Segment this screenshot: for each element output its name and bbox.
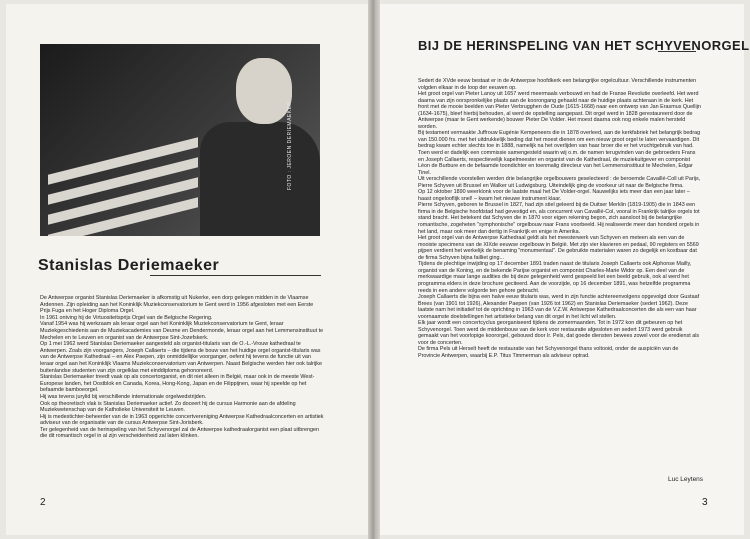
paragraph: De Antwerpse organist Stanislas Deriemaeker is afkomstig uit Nukerke, een dorp gelegen midden in de Vlaamse Ardennen. Zijn opleiding aan het Koninklijk Muziekconservatorium te Gent werd in 1956 afgesloten met een Eerste Prijs Fuga en het Hoger Diploma Orgel. <box>40 295 314 315</box>
paragraph: Stanislas Deriemaeker treedt vaak op als concertorganist, en dit niet alleen in België, maar ook in de meeste West-Europese landen, het Oostblok en Canada, Korea, Hong-Kong, Japan en de Filippijnen, waar hij speelde op het befaamde bamboeorgel. <box>40 374 315 394</box>
paragraph: Ook op theoretisch vlak is Stanislas Deriemaeker actief. Zo doceert hij de cursus Harmonie aan de afdeling Muziekwetenschap van de Katholieke Universiteit te Leuven. <box>40 400 296 414</box>
title-rule <box>150 275 321 276</box>
page-number-right: 3 <box>702 497 708 508</box>
paragraph: Hij was tevens jurylid bij verschillende internationale orgelwedstrijden. <box>40 393 207 400</box>
paragraph: Sedert de XVde eeuw bestaat er in de Antwerpse hoofdkerk een belangrijke orgelcultuur. Verschillende instrumenten volgden elkaar in de loop der eeuwen op. <box>418 78 697 91</box>
paragraph: Joseph Callaerts die bijna een halve eeuw titularis was, werd in zijn functie achtereenvolgens opgevolgd door Gustaaf Brees (van 1901 tot 1926), Alexander Paepen (van 1926 tot 1962) en Stanislas Deriemaeker (sedert 1962). Deze laatste nam het initiatief tot de oprichting in 1963 van de V.Z.W. Antwerpse Kathedraalconcerten die als een van haar voornaamste doelstellingen het artistieke belang van dit orgel in het licht wil stellen. <box>418 294 700 320</box>
paragraph: Het groot orgel van de Antwerpse Kathedraal geldt als het meesterwerk van Schyven en meteen als een van de mooiste specimens van de XIXde eeuwse orgelbouw in België. Met zijn vier klavieren en pedaal, 90 registers en 5569 pijpen verdient het werkelijk de benaming "monumentaal". De gebruikte materialen waren zo degelijk en kostbaar dat de firma Schyven bijna failliet ging... <box>418 235 699 261</box>
title-rule <box>658 51 696 52</box>
right-page-title: BIJ DE HERINSPELING VAN HET SCHYVENORGEL <box>418 38 750 53</box>
author-signature: Luc Leytens <box>668 476 704 483</box>
paragraph: De firma Pels uit Herselt heeft de restauratie van het Schyvenorgel thans voltooid, onder de auspiciën van de Provincie Antwerpen, waarbij E.P. Titus Timmerman als adviseur optrad. <box>418 346 679 359</box>
paragraph: Tijdens de plechtige inwijding op 17 december 1891 traden naast de titularis Joseph Callaerts ook Alphonse Mailly, organist van de Koning, en de bekende Parijse organist en componist Charles-Marie Widor op. Een deel van de merkwaardige maar lange audities die bij deze gelegenheid werd gespeeld liet een beeld gebruik, ook al werd het programma elders in deze brochure geciteerd. Aan de voorzijde, op 16 december 1891, was hetzelfde programma reeds in een andere volgorde ten gehore gebracht. <box>418 261 692 294</box>
right-body-text <box>418 78 702 360</box>
paragraph: Vanaf 1954 was hij werkzaam als leraar orgel aan het Koninklijk Muziekconservatorium te Gent, leraar Muziekgeschiedenis aan de Muziekacademies van Deurne en Dendermonde, leraar orgel aan het Lemmensinstituut te Mechelen en te Leuven en organist van de Antwerpse Sint-Jozefskerk. <box>40 321 324 341</box>
paragraph: Pierre Schyven, geboren te Brussel in 1827, had zijn stiel geleerd bij de Duitser Merklin (1819-1905) die in 1843 een firma in de Belgische hoofdstad had gevestigd en, als concurrent van Cavaillé-Col, vooral in Frankrijk talrijke orgels tot stand bracht. Het betekent dat Schyven die in 1870 voor eigen rekening begon, zich aansloot bij de belangrijke romantische, zogeheten "symphonische" orgelbouw naar Frans voorbeeld. Hij realiseerde meer dan honderd orgels in het land, maar ook meer dan dertig in Frankrijk en enige in Amerika. <box>418 202 700 235</box>
left-page-title: Stanislas Deriemaeker <box>38 257 220 274</box>
paragraph: Uit verschillende voorstellen werden drie belangrijke orgelbouwers geselecteerd : de beroemde Cavaillé-Coll uit Parijs, Pierre Schyven uit Brussel en Walker uit Ludwigsburg. Uiteindelijk ging de voorkeur uit naar de Belgische firma. <box>418 176 701 189</box>
paragraph: Ter gelegenheid van de herinspeling van het Schyvenorgel zal de Antwerpse kathedraalorganist een plaat uitbrengen die dit romantisch orgel in al zijn verscheidenheid zal laten klinken. <box>40 426 320 440</box>
photo-credit: FOTO : JEROEN DERIEMAEKER <box>287 101 293 190</box>
book-gutter <box>368 0 380 539</box>
paragraph: Op 1 mei 1962 werd Stanislas Deriemaeker aangesteld als organist-titularis van de O.-L.-Vrouw kathedraal te Antwerpen. Zoals zijn voorgangers, Joseph Callaerts – die tijdens de bouw van het huidige orgel organist-titularis was van de Antwerpse Kathedraal – en Alex Paepen, zijn onmiddellijke voorganger, oefent hij tevens de functie uit van leraar orgel aan het Koninklijk Vlaams Muziekconservatorium van Antwerpen. Naast Belgische werden hier ook talrijke buitenlandse studenten van zijn orgelklas met einddiploma gehonoreerd. <box>40 341 322 374</box>
page-number-left: 2 <box>40 497 46 508</box>
paragraph: Het groot orgel van Pieter Lanoy uit 1657 werd meermaals verbouwd en had de Franse Revolutie overleefd. Het werd daarna van zijn oorspronkelijke plaats aan de koorongang gehaald naar de huidige plaats achteraan in de kerk. Het front met de mooie beelden van Pieter Verbrugghen de Oude (1615-1668) naar een ontwerp van Jan Erasmus Quellijn (1634-1675), bleef hierbij behouden, al werd de opstelling aangepast. Dit orgel werd in 1828 gerestaureerd door de Antwerpse (maar te Gent werkende) bouwer Pieter De Volder. Het moest daarna ook nog enkele malen hersteld worden. <box>418 91 701 130</box>
paragraph: In 1961 ontving hij de Virtuositeitsprijs Orgel van de Belgische Regering. <box>40 314 213 321</box>
organist-photo <box>40 44 320 236</box>
paragraph: Op 12 oktober 1890 weerklonk voor de laatste maal het De Volder-orgel. Nauwelijks iets meer dan een jaar later – haast ongelooflijk snel! – kwam het nieuwe instrument klaar. <box>418 189 690 202</box>
paragraph: Bij testament vermaakte Juffrouw Eugénie Kempeneers die in 1878 overleed, aan de kerkfabriek het belangrijk bedrag van 150.000 frs. met het uitdrukkelijk beding dat het moest dienen om een nieuw groot orgel te laten vervaardigen. Dit bedrag kwam echter slechts toe in 1888, namelijk na het overlijden van haar broer die er het vruchtgebruik van had. Toen werd er dadelijk een commissie samengesteld waarin wij o.m. de namen terugvinden van de gebroeders Frans en Joseph Callaerts, respectievelijk kapelmeester en organist van de Kathedraal, de muziekuitgever en componist Léon de Burbure en de befaamde toondichter en toenmalig directeur van het Lemmensinstituut te Mechelen, Edgar Tinel. <box>418 130 701 176</box>
organist-figure <box>200 122 320 236</box>
paragraph: Elk jaar wordt een concertcyclus georganiseerd tijdens de zomermaanden. Tot in 1972 kon dit gebeuren op het Schyvenorgel. Toen werd de middenbouw van de kerk voor restauratie afgesloten en sedert 1973 werd gebruik gemaakt van het voorlopige koororgel, gebouwd door Ir. Pels, dat goede diensten bewees zowel voor de eredienst als voor de concerten. <box>418 320 700 346</box>
organist-head <box>236 58 292 124</box>
left-body-text <box>40 295 325 440</box>
paragraph: Hij is medestichter-beheerder van de in 1963 opgerichte concertvereniging Antwerpse Kathedraalconcerten en artistiek adviseur van de organisatie van de cursus Antwerpse Sint-Jorisberk. <box>40 413 324 427</box>
